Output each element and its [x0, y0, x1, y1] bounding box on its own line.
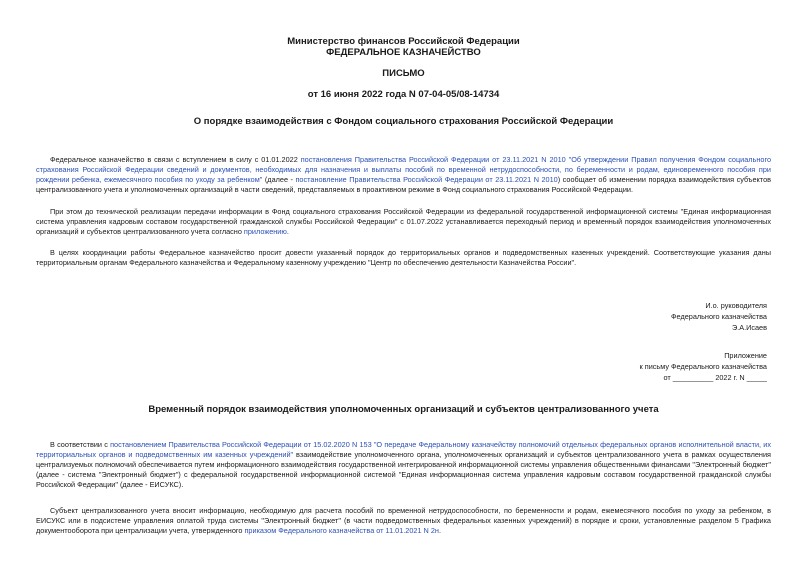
decree-2010-link[interactable]: постановления Правительства Российской Федерации от 23.11.2021 N 2010 "Об утверждении Правил получения Фондом социального страхования Российской Федерации сведений и документов, необходимых для назначения и выплаты пособий по временной нетрудоспособности, по беременности и родам, единовременного пособия при рождении ребенка, ежемесячного пособия по уходу за ребенком"	[36, 155, 771, 184]
appendix-title: Временный порядок взаимодействия уполномоченных организаций и субъектов централизованного учета	[148, 404, 659, 415]
paragraph-4-text-b: взаимодействие уполномоченного органа, уполномоченных организаций и субъектов централизованного учета в рамках осуществления централизуемых полномочий обеспечивается путем информационного взаимодействия государственной интегрированной информационной системы управления общественными финансами "Электронный бюджет" (далее - система "Электронный бюджет") с федеральной государственной информационной системой "Единая информационная система управления кадровым составом государственной гражданской службы Российской Федерации" (далее - ЕИСУКС).	[36, 450, 771, 489]
appendix-link[interactable]: приложению	[243, 227, 287, 236]
signatory-organization: Федерального казначейства	[671, 312, 767, 321]
appendix-label: Приложение	[724, 351, 767, 360]
ministry-name: Министерство финансов Российской Федерации	[287, 36, 520, 47]
paragraph-3: В целях координации работы Федеральное казначейство просит довести указанный порядок до территориальных органов и подведомственных казенных учреждений. Соответствующие указания даны территориальным органам Федерального казначейства и Федеральному казенному учреждению "Центр по обеспечению деятельности Казначейства России".	[36, 248, 771, 267]
paragraph-2	[36, 207, 771, 237]
signatory-position: И.о. руководителя	[705, 301, 767, 310]
paragraph-2-text-b: .	[286, 227, 289, 236]
decree-2010-short-link[interactable]: постановление Правительства Российской Федерации от 23.11.2021 N 2010	[295, 175, 558, 184]
paragraph-5-text-a: Субъект централизованного учета вносит информацию, необходимую для расчета пособий по временной нетрудоспособности, по беременности и родам, ежемесячного пособия по уходу за ребенком, в ЕИСУКС или в подсистеме управления оплатой труда системы "Электронный бюджет" (в части подведомственных федеральных казенных учреждений) в порядке и сроки, установленные разделом 5 Графика документооборота при централизации учета, утвержденного	[36, 506, 771, 535]
paragraph-4-text-a: В соответствии с	[50, 440, 111, 449]
appendix-date-number: от __________ 2022 г. N _____	[663, 373, 767, 382]
paragraph-1-text-a: Федеральное казначейство в связи с вступлением в силу с 01.01.2022	[50, 155, 301, 164]
paragraph-1-text-c: ) сообщает об изменении порядка взаимодействия субъектов централизованного учета и уполномоченных организаций в части сведений, представляемых в проактивном режиме в Фонд социального страхования Российской Федерации.	[36, 175, 772, 194]
document-type: ПИСЬМО	[382, 68, 425, 79]
paragraph-2-text-a: При этом до технической реализации передачи информации в Фонд социального страхования Российской Федерации из федеральной государственной информационной системы "Единая информационная система управления кадровым составом государственной гражданской службы Российской Федерации" с 01.07.2022 устанавливается переходный период и временный порядок взаимодействия уполномоченных организаций и субъектов централизованного учета согласно	[36, 207, 771, 236]
order-2n-link[interactable]: приказом Федерального казначейства от 11.01.2021 N 2н	[244, 526, 439, 535]
paragraph-4	[36, 440, 771, 490]
document-date-number: от 16 июня 2022 года N 07-04-05/08-14734	[307, 89, 500, 100]
signature-block	[671, 300, 767, 333]
agency-name: ФЕДЕРАЛЬНОЕ КАЗНАЧЕЙСТВО	[326, 47, 481, 58]
appendix-to: к письму Федерального казначейства	[639, 362, 767, 371]
paragraph-5-text-b: .	[438, 526, 441, 535]
paragraph-1-text-b: (далее -	[262, 175, 296, 184]
appendix-header	[640, 350, 767, 383]
decree-153-link[interactable]: постановлением Правительства Российской Федерации от 15.02.2020 N 153 "О передаче Федеральному казначейству полномочий отдельных федеральных органов исполнительной власти, их территориальных органов и подведомственных им казенных учреждений"	[36, 440, 772, 459]
signatory-name: Э.А.Исаев	[731, 323, 767, 332]
paragraph-1	[36, 155, 771, 195]
paragraph-5	[36, 506, 771, 536]
document-subject: О порядке взаимодействия с Фондом социального страхования Российской Федерации	[193, 116, 614, 127]
